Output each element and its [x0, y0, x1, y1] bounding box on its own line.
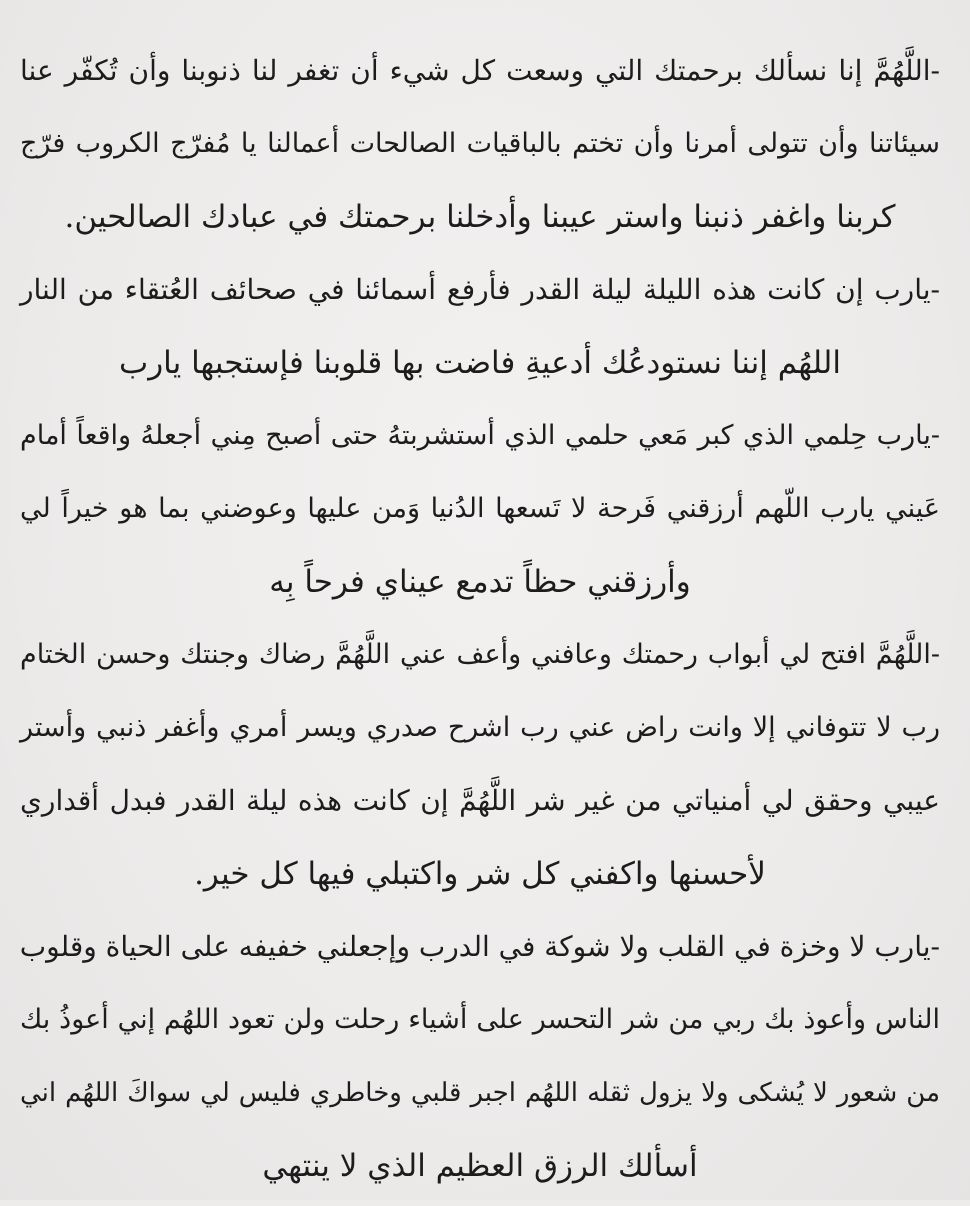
text-line: -يارب لا وخزة في القلب ولا شوكة في الدرب وإجعلني خفيفه على الحياة وقلوب — [19, 930, 940, 963]
text-line: لأحسنها واكفني كل شر واكتبلي فيها كل خير. — [194, 856, 766, 892]
text-line: -اللَّهُمَّ إنا نسألك برحمتك التي وسعت كل شيء أن تغفر لنا ذنوبنا وأن تُكفّر عنا — [20, 54, 940, 87]
text-line: وأرزقني حظاً تدمع عيناي فرحاً بِه — [269, 564, 691, 600]
text-line: كربنا واغفر ذنبنا واستر عيبنا وأدخلنا برحمتك في عبادك الصالحين. — [64, 199, 896, 235]
text-line: عَيني يارب اللّهم أرزقني فَرحة لا تَسعها الدُنيا وَمن عليها وعوضني بما هو خيراً لي — [20, 493, 940, 524]
text-line: من شعور لا يُشكى ولا يزول ثقله اللهُم اجبر قلبي وخاطري فليس لي سواكَ اللهُم اني — [20, 1078, 940, 1108]
prayer-text-block — [20, 38, 940, 1206]
text-line: اللهُم إننا نستودعُك أدعيةِ فاضت بها قلوبنا فإستجبها يارب — [119, 345, 841, 381]
text-line: أسألك الرزق العظيم الذي لا ينتهي — [262, 1148, 698, 1184]
text-line: سيئاتنا وأن تتولى أمرنا وأن تختم بالباقيات الصالحات أعمالنا يا مُفرّج الكروب فرّج — [20, 128, 940, 159]
text-line: الناس وأعوذ بك ربي من شر التحسر على أشياء رحلت ولن تعود اللهُم إني أعوذُ بك — [20, 1004, 940, 1035]
text-line: عيبي وحقق لي أمنياتي من غير شر اللَّهُمَّ إن كانت هذه ليلة القدر فبدل أقداري — [20, 784, 940, 817]
text-line: -يارب إن كانت هذه الليلة ليلة القدر فأرفع أسمائنا في صحائف العُتقاء من النار — [20, 273, 940, 306]
text-line: -اللَّهُمَّ افتح لي أبواب رحمتك وعافني وأعف عني اللَّهُمَّ رضاك وجنتك وحسن الختام — [20, 639, 940, 670]
text-line: رب لا تتوفاني إلا وانت راض عني رب اشرح صدري ويسر أمري وأغفر ذنبي وأستر — [20, 712, 940, 743]
text-line: -يارب حِلمي الذي كبر مَعي حلمي الذي أستشربتهُ حتى أصبح مِني أجعلهُ واقعاً أمام — [20, 420, 940, 451]
